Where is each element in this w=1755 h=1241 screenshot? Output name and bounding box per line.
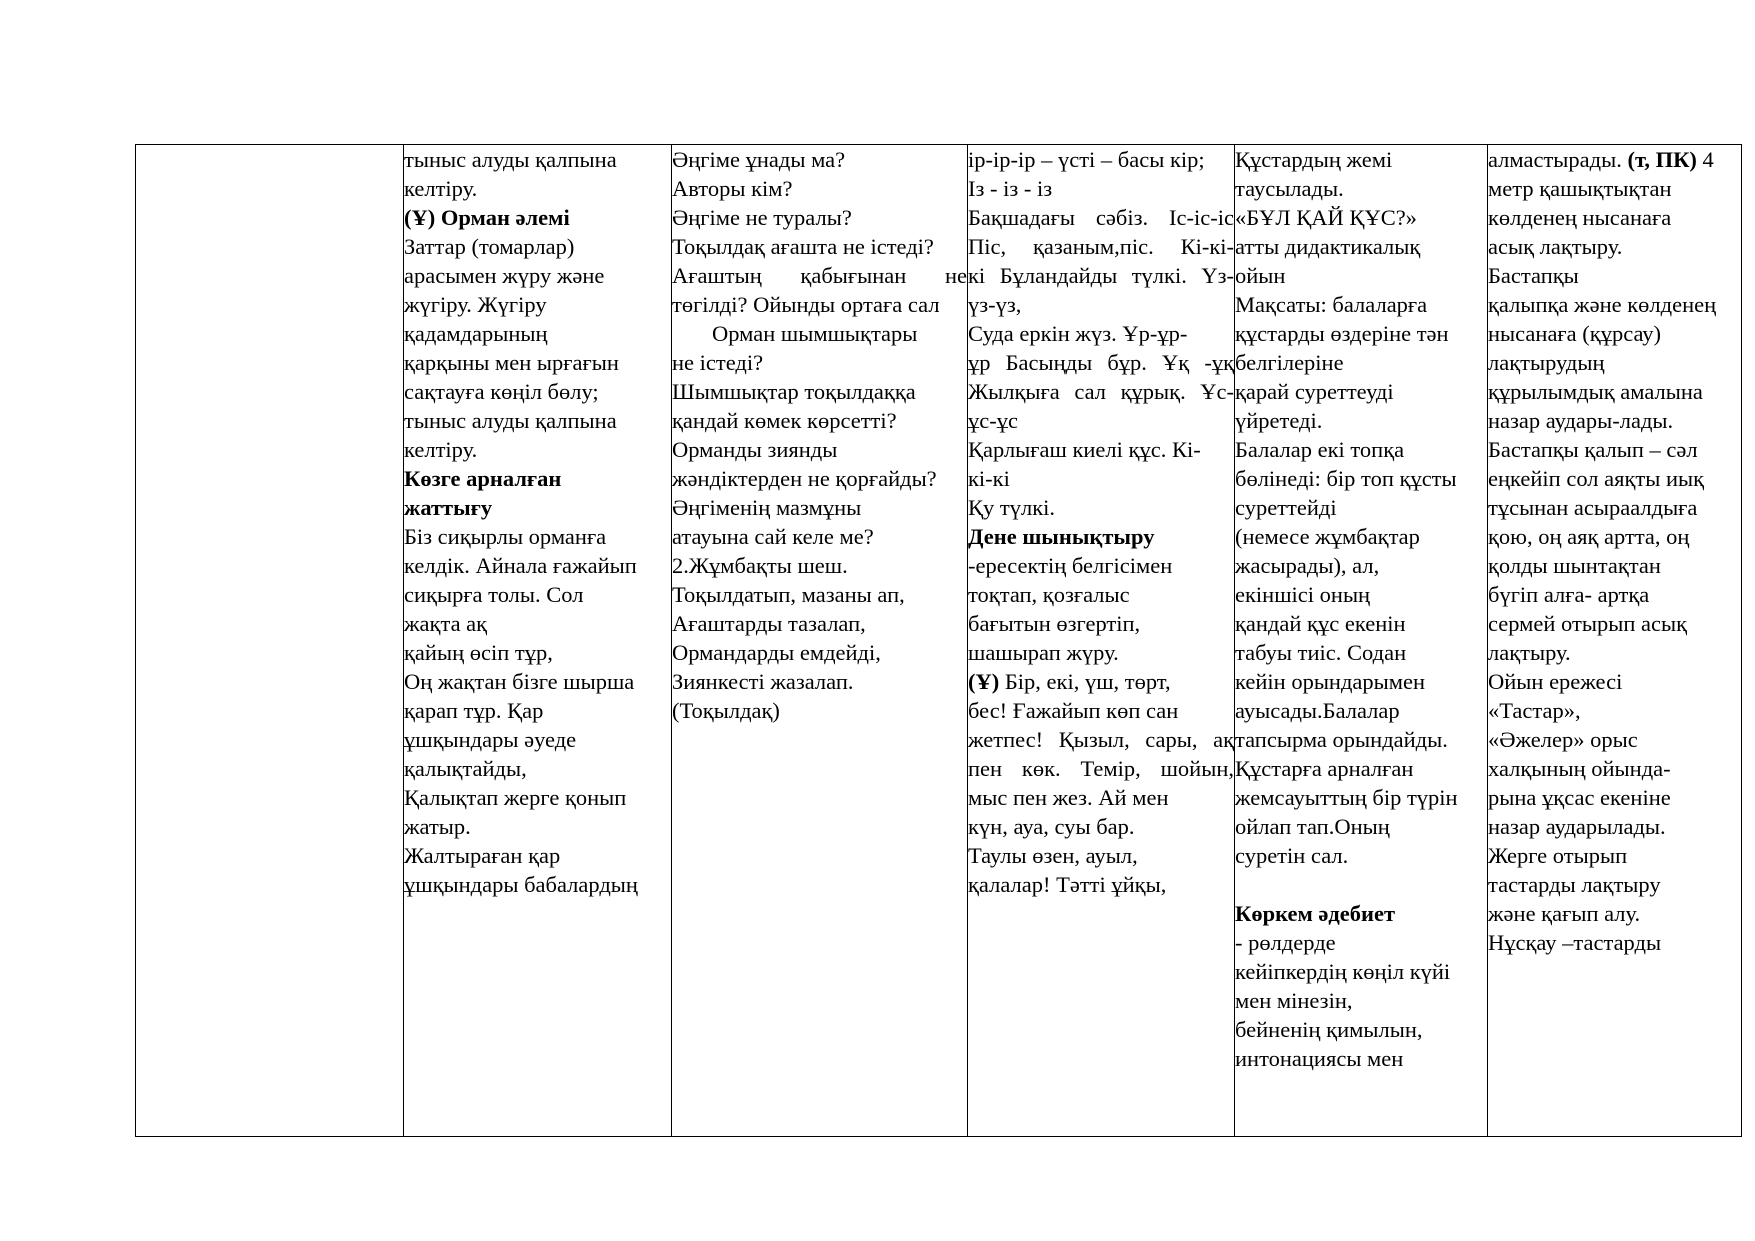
text-line: лақтыру. xyxy=(1488,640,1571,665)
text-line: ір-ір-ір – үсті – басы кір; xyxy=(968,147,1205,172)
table-cell-col4 xyxy=(968,145,1235,1137)
text-line: ауысады.Балалар xyxy=(1235,698,1400,723)
text-line: тоқтап, қозғалыс xyxy=(968,582,1130,607)
text-line: қарап тұр. Қар xyxy=(404,698,544,723)
text-line: төгілді? Ойынды ортаға сал xyxy=(672,292,940,317)
text-line: Піс, қазаным,піс. Кі-кі- xyxy=(968,234,1234,259)
text-line: метр қашықтықтан xyxy=(1488,176,1672,201)
text-line: таусылады. xyxy=(1235,176,1344,201)
text-line: тұсынан асыраалдыға xyxy=(1488,495,1698,520)
text-line: Құстарға арналған xyxy=(1235,756,1414,781)
text-line: Ормандарды емдейді, xyxy=(672,640,881,665)
text-line: Таулы өзен, ауыл, xyxy=(968,843,1138,868)
text-line: Тоқылдатып, мазаны ап, xyxy=(672,582,905,607)
text-line: жүгіру. Жүгіру xyxy=(404,292,547,317)
text-line: құстарды өздеріне тән xyxy=(1235,321,1449,346)
text-line: пен көк. Темір, шойын, xyxy=(968,756,1234,781)
text-line: сақтауға көңіл бөлу; xyxy=(404,379,599,404)
text-line: Жерге отырып xyxy=(1488,843,1628,868)
table-cell-col6 xyxy=(1488,145,1742,1137)
text-line: халқының ойында- xyxy=(1488,756,1671,781)
text-line: кейіпкердің көңіл күйі xyxy=(1235,959,1451,984)
text-line: Ойын ережесі xyxy=(1488,669,1623,694)
text-line: екіншісі оның xyxy=(1235,582,1371,607)
text-line: Із - із - із xyxy=(968,176,1053,201)
text-line: Қалықтап жерге қонып xyxy=(404,785,627,810)
text-line: (Тоқылдақ) xyxy=(672,698,780,723)
text-line: жәндіктерден не қорғайды? xyxy=(672,466,937,491)
text-line: лақтырудың xyxy=(1488,350,1605,375)
text-line: ойын xyxy=(1235,263,1286,288)
text-line: қайың өсіп тұр, xyxy=(404,640,553,665)
text-line: арасымен жүру және xyxy=(404,263,605,288)
text-line: және қағып алу. xyxy=(1488,901,1641,926)
text-line: Суда еркін жүз. Ұр-ұр- xyxy=(968,321,1188,346)
text-line: (Ұ) Орман әлемі xyxy=(404,205,570,230)
text-line: келтіру. xyxy=(404,176,478,201)
text-line xyxy=(1235,870,1487,899)
text-line: Көркем әдебиет xyxy=(1235,901,1396,926)
text-line: күн, ауа, суы бар. xyxy=(968,814,1135,839)
text-line: құрылымдық амалына xyxy=(1488,379,1703,404)
text-line: келтіру. xyxy=(404,437,478,462)
text-line: бес! Ғажайып көп сан xyxy=(968,698,1179,723)
text-line: Қу түлкі. xyxy=(968,495,1056,520)
text-line: мен мінезін, xyxy=(1235,988,1353,1013)
text-line: қою, оң аяқ артта, оң xyxy=(1488,524,1690,549)
table-cell-col2 xyxy=(404,145,672,1137)
text-line: суретін сал. xyxy=(1235,843,1349,868)
text-line: назар аударылады. xyxy=(1488,814,1666,839)
text-line: рына ұқсас екеніне xyxy=(1488,785,1671,810)
text-line: еңкейіп сол аяқты иық xyxy=(1488,466,1705,491)
text-line: сермей отырып асық xyxy=(1488,611,1688,636)
text-line: алмастырады. (т, ПК) 4 xyxy=(1488,147,1714,172)
text-line: Оң жақтан бізге шырша xyxy=(404,669,635,694)
text-line: Әңгіме ұнады ма? xyxy=(672,147,846,172)
text-line: кейін орындарымен xyxy=(1235,669,1426,694)
text-line: Бақшадағы сәбіз. Іс-іс-іс xyxy=(968,205,1234,230)
text-line: Нұсқау –тастарды xyxy=(1488,930,1662,955)
text-line: жетпес! Қызыл, сары, ақ xyxy=(968,727,1234,752)
text-line: (Ұ) Бір, екі, үш, төрт, xyxy=(968,669,1171,694)
text-line: Зиянкесті жазалап. xyxy=(672,669,854,694)
text-line: Шымшықтар тоқылдаққа xyxy=(672,379,916,404)
text-line: Мақсаты: балаларға xyxy=(1235,292,1428,317)
text-line: суреттейді xyxy=(1235,495,1337,520)
text-line: ұшқындары бабалардың xyxy=(404,872,638,897)
lesson-plan-table xyxy=(135,144,1742,1137)
text-line: -ересектің белгісімен xyxy=(968,553,1173,578)
text-line: жақта ақ xyxy=(404,611,488,636)
text-line: назар аудары-лады. xyxy=(1488,408,1674,433)
text-line: Дене шынықтыру xyxy=(968,524,1155,549)
text-line: Көзге арналған xyxy=(404,466,562,491)
text-line: Орманды зиянды xyxy=(672,437,838,462)
table-cell-col5 xyxy=(1235,145,1488,1137)
text-line: Заттар (томарлар) xyxy=(404,234,575,259)
text-line: Әңгіменің мазмұны xyxy=(672,495,862,520)
text-line: бөлінеді: бір топ құсты xyxy=(1235,466,1457,491)
text-line: келдік. Айнала ғажайып xyxy=(404,553,637,578)
text-line: Жылқыға сал құрық. Ұс- xyxy=(968,379,1234,404)
text-line: мыс пен жез. Ай мен xyxy=(968,785,1169,810)
text-line: Қарлығаш киелі құс. Кі- xyxy=(968,437,1201,462)
text-line: Бастапқы қалып – сәл xyxy=(1488,437,1698,462)
text-line: ұс-ұс xyxy=(968,408,1018,433)
text-line: табуы тиіс. Содан xyxy=(1235,640,1407,665)
text-line: қандай көмек көрсетті? xyxy=(672,408,897,433)
text-line: бағытын өзгертіп, xyxy=(968,611,1141,636)
text-line: ұшқындары әуеде xyxy=(404,727,577,752)
text-line: тыныс алуды қалпына xyxy=(404,408,617,433)
text-line: 2.Жұмбақты шеш. xyxy=(672,553,848,578)
text-line: (немесе жұмбақтар xyxy=(1235,524,1420,549)
text-line: Жалтыраған қар xyxy=(404,843,561,868)
text-line: Тоқылдақ ағашта не істеді? xyxy=(672,234,934,259)
text-line: Бастапқы xyxy=(1488,263,1579,288)
text-line: қалыпқа және көлденең xyxy=(1488,292,1717,317)
text-line: қолды шынтақтан xyxy=(1488,553,1661,578)
text-line: сиқырға толы. Сол xyxy=(404,582,584,607)
text-line: асық лақтыру. xyxy=(1488,234,1623,259)
text-line: бүгіп алға- артқа xyxy=(1488,582,1650,607)
text-line: Ағаштың қабығынан не xyxy=(672,263,967,288)
text-line: «БҰЛ ҚАЙ ҚҰС?» xyxy=(1235,205,1417,230)
text-line: атты дидактикалық xyxy=(1235,234,1421,259)
text-line: нысанаға (құрсау) xyxy=(1488,321,1662,346)
text-line: Балалар екі топқа xyxy=(1235,437,1405,462)
text-line: бейненің қимылын, xyxy=(1235,1017,1423,1042)
text-line: үз-үз, xyxy=(968,292,1022,317)
text-line: «Тастар», xyxy=(1488,698,1581,723)
text-line: жаттығу xyxy=(404,495,493,520)
text-line: Құстардың жемі xyxy=(1235,147,1393,172)
text-line: қарай суреттеуді xyxy=(1235,379,1394,404)
text-line: Орман шымшықтары xyxy=(712,321,918,346)
text-line: кі Бұландайды түлкі. Үз- xyxy=(968,263,1234,288)
text-line: тастарды лақтыру xyxy=(1488,872,1661,897)
text-line: интонациясы мен xyxy=(1235,1046,1404,1071)
table-cell-col3 xyxy=(672,145,968,1137)
table-cell-col1 xyxy=(136,145,404,1137)
text-line: қарқыны мен ырғағын xyxy=(404,350,619,375)
text-line: кі-кі xyxy=(968,466,1010,491)
text-line: ұр Басыңды бұр. Ұқ -ұқ xyxy=(968,350,1234,375)
text-line: белгілеріне xyxy=(1235,350,1344,375)
text-line: үйретеді. xyxy=(1235,408,1323,433)
text-line: қалықтайды, xyxy=(404,756,527,781)
text-line: не істеді? xyxy=(672,350,764,375)
text-line: шашырап жүру. xyxy=(968,640,1119,665)
text-line: қандай құс екенін xyxy=(1235,611,1406,636)
text-line: жасырады), ал, xyxy=(1235,553,1380,578)
text-line: тапсырма орындайды. xyxy=(1235,727,1448,752)
text-line: жемсауыттың бір түрін xyxy=(1235,785,1458,810)
text-line: ойлап тап.Оның xyxy=(1235,814,1390,839)
text-line: Авторы кім? xyxy=(672,176,793,201)
table-row xyxy=(136,145,1742,1137)
text-line: қалалар! Тәтті ұйқы, xyxy=(968,872,1167,897)
text-line: көлденең нысанаға xyxy=(1488,205,1672,230)
text-line: тыныс алуды қалпына xyxy=(404,147,617,172)
text-line: - рөлдерде xyxy=(1235,930,1336,955)
text-line: «Әжелер» орыс xyxy=(1488,727,1638,752)
text-line: атауына сай келе ме? xyxy=(672,524,874,549)
text-line: қадамдарының xyxy=(404,321,548,346)
text-line: Біз сиқырлы орманға xyxy=(404,524,607,549)
text-line: Ағаштарды тазалап, xyxy=(672,611,866,636)
text-line: Әңгіме не туралы? xyxy=(672,205,852,230)
text-line: жатыр. xyxy=(404,814,471,839)
